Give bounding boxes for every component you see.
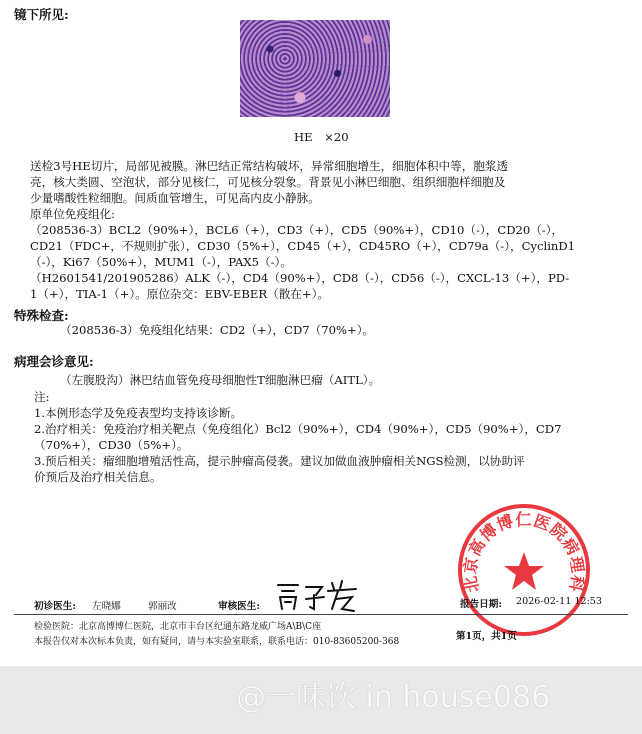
- special-heading: 特殊检查:: [14, 308, 69, 323]
- consult-diagnosis: （左腹股沟）淋巴结血管免疫母细胞性T细胞淋巴瘤（AITL）。: [60, 373, 381, 387]
- review-doctor-label: 审核医生:: [218, 601, 260, 612]
- seal-star-icon: [504, 552, 544, 590]
- desc-line-3: 少量嗜酸性粒细胞。间质血管增生，可见高内皮小静脉。: [30, 191, 320, 205]
- microscopy-heading: 镜下所见:: [14, 7, 69, 22]
- consult-note-2: 2.治疗相关：免疫治疗相关靶点（免疫组化）Bcl2（90%+），CD4（90%+），CD5（90%+），CD7: [34, 422, 562, 436]
- footer-disclaimer: 本报告仅对本次标本负责，如有疑问，请与本实验室联系，联系电话：010-83605200-368: [34, 637, 400, 647]
- ihc-line-2: CD21（FDC+，不规则扩张），CD30（5%+），CD45（+），CD45RO（+），CD79a（-），CyclinD1: [30, 239, 576, 253]
- initial-doctor-name-2: 郭丽改: [148, 601, 177, 612]
- initial-doctor-name-1: 左晓娜: [92, 601, 121, 612]
- ihc-line-3: （-），Ki67（50%+），MUM1（-），PAX5（-）。: [30, 255, 292, 269]
- watermark-text: @一味饮 in house086: [236, 680, 551, 715]
- ihc-line-5: 1（+），TIA-1（+）。原位杂交：EBV-EBER（散在+）。: [30, 287, 329, 301]
- desc-line-2: 亮，核大类圆、空泡状，部分见核仁，可见核分裂象。背景见小淋巴细胞、组织细胞样细胞及: [30, 175, 506, 189]
- consult-note-5: 价预后及治疗相关信息。: [34, 470, 162, 484]
- ihc-title: 原单位免疫组化:: [30, 207, 116, 221]
- consult-heading: 病理会诊意见:: [14, 354, 94, 369]
- he-microscopy-image: [240, 20, 390, 117]
- footer-hospital: 检验医院：北京高博博仁医院，北京市丰台区纪通东路龙威广场A\B\C座: [34, 622, 322, 632]
- consult-note-1: 1.本例形态学及免疫表型均支持该诊断。: [34, 406, 243, 420]
- consult-note-4: 3.预后相关：瘤细胞增殖活性高，提示肿瘤高侵袭。建议加做血液肿瘤相关NGS检测，以协助评: [34, 454, 525, 468]
- review-doctor-handwritten-signature: [272, 575, 362, 615]
- report-date-label: 报告日期:: [460, 599, 502, 610]
- hospital-seal-stamp: [454, 500, 594, 640]
- ihc-line-4: （H2601541/201905286）ALK（-），CD4（90%+），CD8（-），CD56（-），CXCL-13（+），PD-: [30, 271, 570, 285]
- ihc-line-1: （208536-3）BCL2（90%+），BCL6（+），CD3（+），CD5（90%+），CD10（-），CD20（-），: [30, 223, 564, 237]
- image-caption: HE ×20: [294, 130, 349, 144]
- desc-line-1: 送检3号HE切片，局部见被膜。淋巴结正常结构破坏，异常细胞增生，细胞体积中等，胞浆透: [30, 159, 509, 173]
- special-line: （208536-3）免疫组化结果：CD2（+），CD7（70%+）。: [60, 323, 375, 337]
- footer-page-number: 第1页，共1页: [456, 631, 517, 642]
- initial-doctor-label: 初诊医生:: [34, 601, 76, 612]
- report-date-value: 2026-02-11 12:53: [516, 596, 603, 607]
- footer-divider: [14, 614, 628, 615]
- seal-text: 北京高博博仁医院病理科: [460, 509, 588, 595]
- consult-note-3: （70%+），CD30（5%+）。: [34, 438, 189, 452]
- consult-note-label: 注:: [34, 390, 50, 404]
